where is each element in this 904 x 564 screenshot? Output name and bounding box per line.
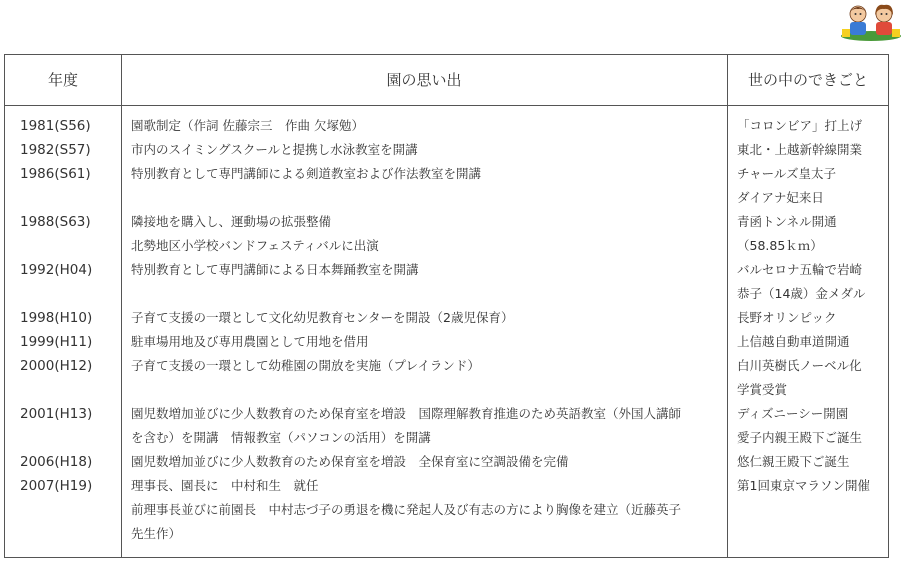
- memory-cell: 特別教育として専門講師による剣道教室および作法教室を開講: [131, 166, 482, 181]
- table-row: [5, 402, 888, 426]
- year-cell: 1992(H04): [20, 262, 93, 278]
- table-row: [5, 474, 888, 498]
- year-cell: 2006(H18): [20, 454, 93, 470]
- memory-cell: 北勢地区小学校バンドフェスティバルに出演: [131, 238, 379, 253]
- world-event-cell: ダイアナ妃来日: [737, 190, 824, 205]
- world-event-cell: 「コロンビア」打上げ: [737, 118, 863, 133]
- memory-cell: 理事長、園長に 中村和生 就任: [131, 478, 319, 493]
- world-event-cell: 上信越自動車道開通: [737, 334, 850, 349]
- table-row: [5, 234, 888, 258]
- year-cell: 2001(H13): [20, 406, 93, 422]
- world-event-cell: 青函トンネル開通: [737, 214, 837, 229]
- table-row: [5, 210, 888, 234]
- world-event-cell: ディズニーシー開園: [737, 406, 849, 421]
- table-row: [5, 330, 888, 354]
- table-row: [5, 162, 888, 186]
- world-event-cell: 長野オリンピック: [737, 310, 837, 325]
- year-cell: 2000(H12): [20, 358, 93, 374]
- table-row: [5, 354, 888, 378]
- memory-cell: 子育て支援の一環として文化幼児教育センターを開設（2歳児保育）: [131, 310, 514, 325]
- table-row: [5, 498, 888, 522]
- year-cell: 1988(S63): [20, 214, 91, 230]
- year-cell: 2007(H19): [20, 478, 93, 494]
- memory-cell: 特別教育として専門講師による日本舞踊教室を開講: [131, 262, 419, 277]
- memory-cell: 園歌制定（作詞 佐藤宗三 作曲 欠塚勉）: [131, 118, 364, 133]
- header-divider: [5, 105, 888, 106]
- memory-cell: 市内のスイミングスクールと提携し水泳教室を開講: [131, 142, 418, 157]
- world-event-cell: （58.85ｋｍ）: [737, 238, 823, 253]
- world-event-cell: 第1回東京マラソン開催: [737, 478, 870, 493]
- memory-cell: 隣接地を購入し、運動場の拡張整備: [131, 214, 332, 229]
- children-mascot-image: [840, 3, 902, 41]
- world-event-cell: バルセロナ五輪で岩崎: [737, 262, 863, 277]
- table-row: [5, 306, 888, 330]
- year-cell: 1999(H11): [20, 334, 93, 350]
- table-row: [5, 426, 888, 450]
- memory-cell: 駐車場用地及び専用農園として用地を借用: [131, 334, 369, 349]
- header-year: 年度: [47, 71, 78, 89]
- memory-cell: 子育て支援の一環として幼稚園の開放を実施（プレイランド）: [131, 358, 480, 373]
- world-event-cell: 学賞受賞: [737, 382, 788, 397]
- world-event-cell: チャールズ皇太子: [737, 166, 837, 181]
- world-event-cell: 悠仁親王殿下ご誕生: [737, 454, 850, 469]
- world-event-cell: 愛子内親王殿下ご誕生: [737, 430, 863, 445]
- world-event-cell: 恭子（14歳）金メダル: [737, 286, 866, 301]
- table-row: [5, 522, 888, 546]
- table-row: [5, 258, 888, 282]
- header-world-events: 世の中のできごと: [747, 71, 868, 89]
- year-cell: 1982(S57): [20, 142, 91, 158]
- memory-cell: 園児数増加並びに少人数教育のため保育室を増設 全保育室に空調設備を完備: [131, 454, 569, 469]
- history-table: [4, 54, 889, 558]
- table-row: [5, 138, 888, 162]
- memory-cell: 前理事長並びに前園長 中村志づ子の勇退を機に発起人及び有志の方により胸像を建立（近藤英子: [131, 502, 682, 517]
- table-row: [5, 282, 888, 306]
- table-row: [5, 114, 888, 138]
- table-row: [5, 450, 888, 474]
- header-memories: 園の思い出: [386, 71, 462, 89]
- year-cell: 1981(S56): [20, 118, 91, 134]
- table-row: [5, 378, 888, 402]
- year-cell: 1986(S61): [20, 166, 91, 182]
- memory-cell: 園児数増加並びに少人数教育のため保育室を増設 国際理解教育推進のため英語教室（外国人講師: [131, 406, 682, 421]
- memory-cell: を含む）を開講 情報教室（パソコンの活用）を開講: [131, 430, 431, 445]
- memory-cell: 先生作）: [131, 526, 182, 541]
- world-event-cell: 白川英樹氏ノーベル化: [737, 358, 862, 373]
- year-cell: 1998(H10): [20, 310, 93, 326]
- table-row: [5, 186, 888, 210]
- world-event-cell: 東北・上越新幹線開業: [737, 142, 863, 157]
